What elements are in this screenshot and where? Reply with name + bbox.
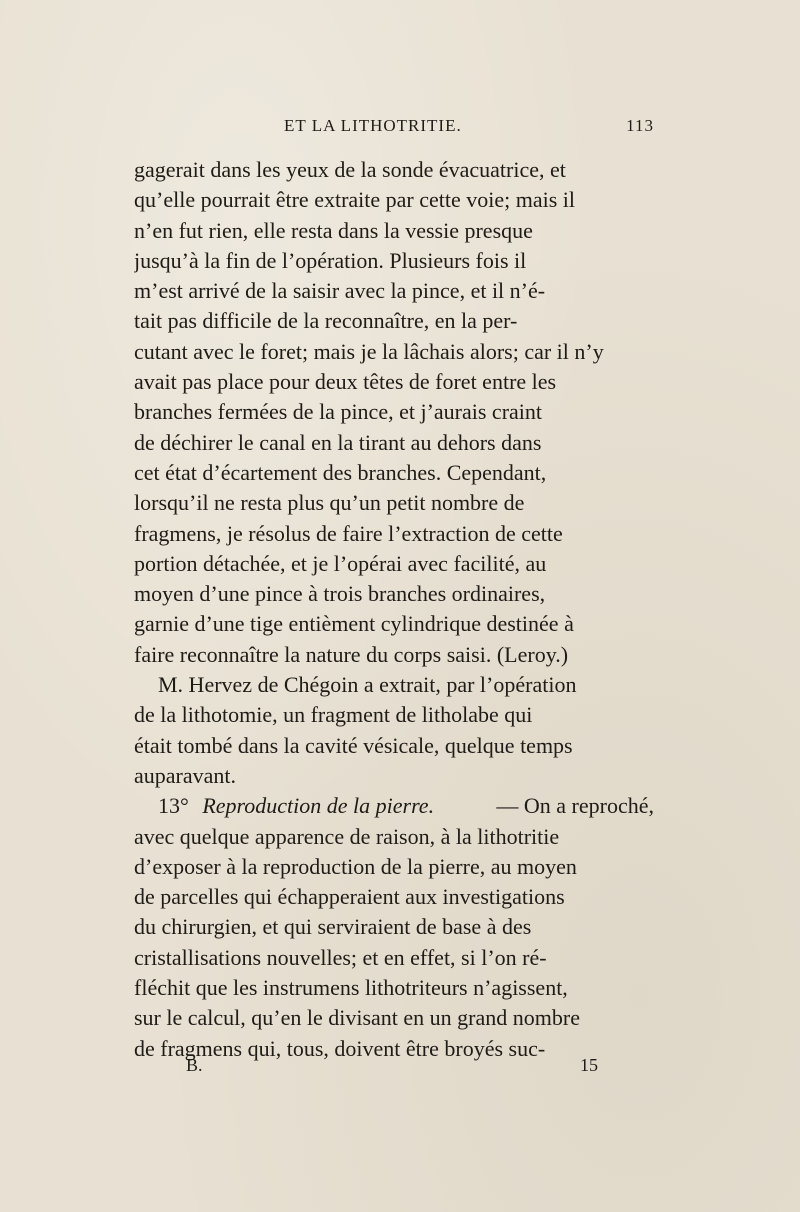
page-footer [186,1055,598,1079]
text-line: cutant avec le foret; mais je la lâchais alors; car il n’y [134,338,604,364]
text-line: avec quelque apparence de raison, à la lithotritie [134,823,560,849]
body-text [134,155,654,1064]
footer-signature: B. [186,1055,203,1075]
text-line: faire reconnaître la nature du corps saisi. (Leroy.) [134,641,569,667]
section-label [158,791,434,821]
text-line: cristallisations nouvelles; et en effet, si l’on ré- [134,944,547,970]
section-number: 13° [158,793,189,819]
paragraph-start-line: M. Hervez de Chégoin a extrait, par l’opération [158,672,577,698]
text-line: fragmens, je résolus de faire l’extraction de cette [134,520,563,546]
text-line: fléchit que les instrumens lithotriteurs n’agissent, [134,975,568,1001]
text-line: branches fermées de la pince, et j’aurais craint [134,399,543,425]
text-line: tait pas difficile de la reconnaître, en la per- [134,308,518,334]
text-line: jusqu’à la fin de l’opération. Plusieurs fois il [134,247,527,273]
text-line: n’en fut rien, elle resta dans la vessie presque [134,217,533,243]
text-line: de fragmens qui, tous, doivent être broyés suc- [134,1035,546,1061]
text-line: de déchirer le canal en la tirant au dehors dans [134,429,542,455]
text-line: de la lithotomie, un fragment de litholabe qui [134,702,533,728]
text-line: du chirurgien, et qui serviraient de base à des [134,914,532,940]
text-line: était tombé dans la cavité vésicale, quelque temps [134,732,573,758]
text-line: portion détachée, et je l’opérai avec facilité, au [134,550,547,576]
text-line: moyen d’une pince à trois branches ordinaires, [134,581,546,607]
running-title: ET LA LITHOTRITIE. [284,116,462,135]
footer-number: 15 [580,1055,598,1075]
text-line: sur le calcul, qu’en le divisant en un grand nombre [134,1005,580,1031]
section-first-line-rest: — On a reproché, [496,793,654,819]
running-head [134,116,654,142]
section-heading-line [134,791,654,821]
section-title: Reproduction de la pierre. [202,793,435,819]
text-line: lorsqu’il ne resta plus qu’un petit nombre de [134,490,525,516]
text-line: m’est arrivé de la saisir avec la pince, et il n’é- [134,278,546,304]
text-line: auparavant. [134,762,236,788]
text-line: de parcelles qui échapperaient aux investigations [134,884,565,910]
page-number: 113 [626,116,654,135]
text-line: cet état d’écartement des branches. Cependant, [134,459,547,485]
text-line: qu’elle pourrait être extraite par cette voie; mais il [134,187,576,213]
text-line: d’exposer à la reproduction de la pierre, au moyen [134,853,577,879]
text-line: avait pas place pour deux têtes de foret entre les [134,369,557,395]
text-line: gagerait dans les yeux de la sonde évacuatrice, et [134,157,566,182]
text-line: garnie d’une tige entièment cylindrique destinée à [134,611,574,637]
